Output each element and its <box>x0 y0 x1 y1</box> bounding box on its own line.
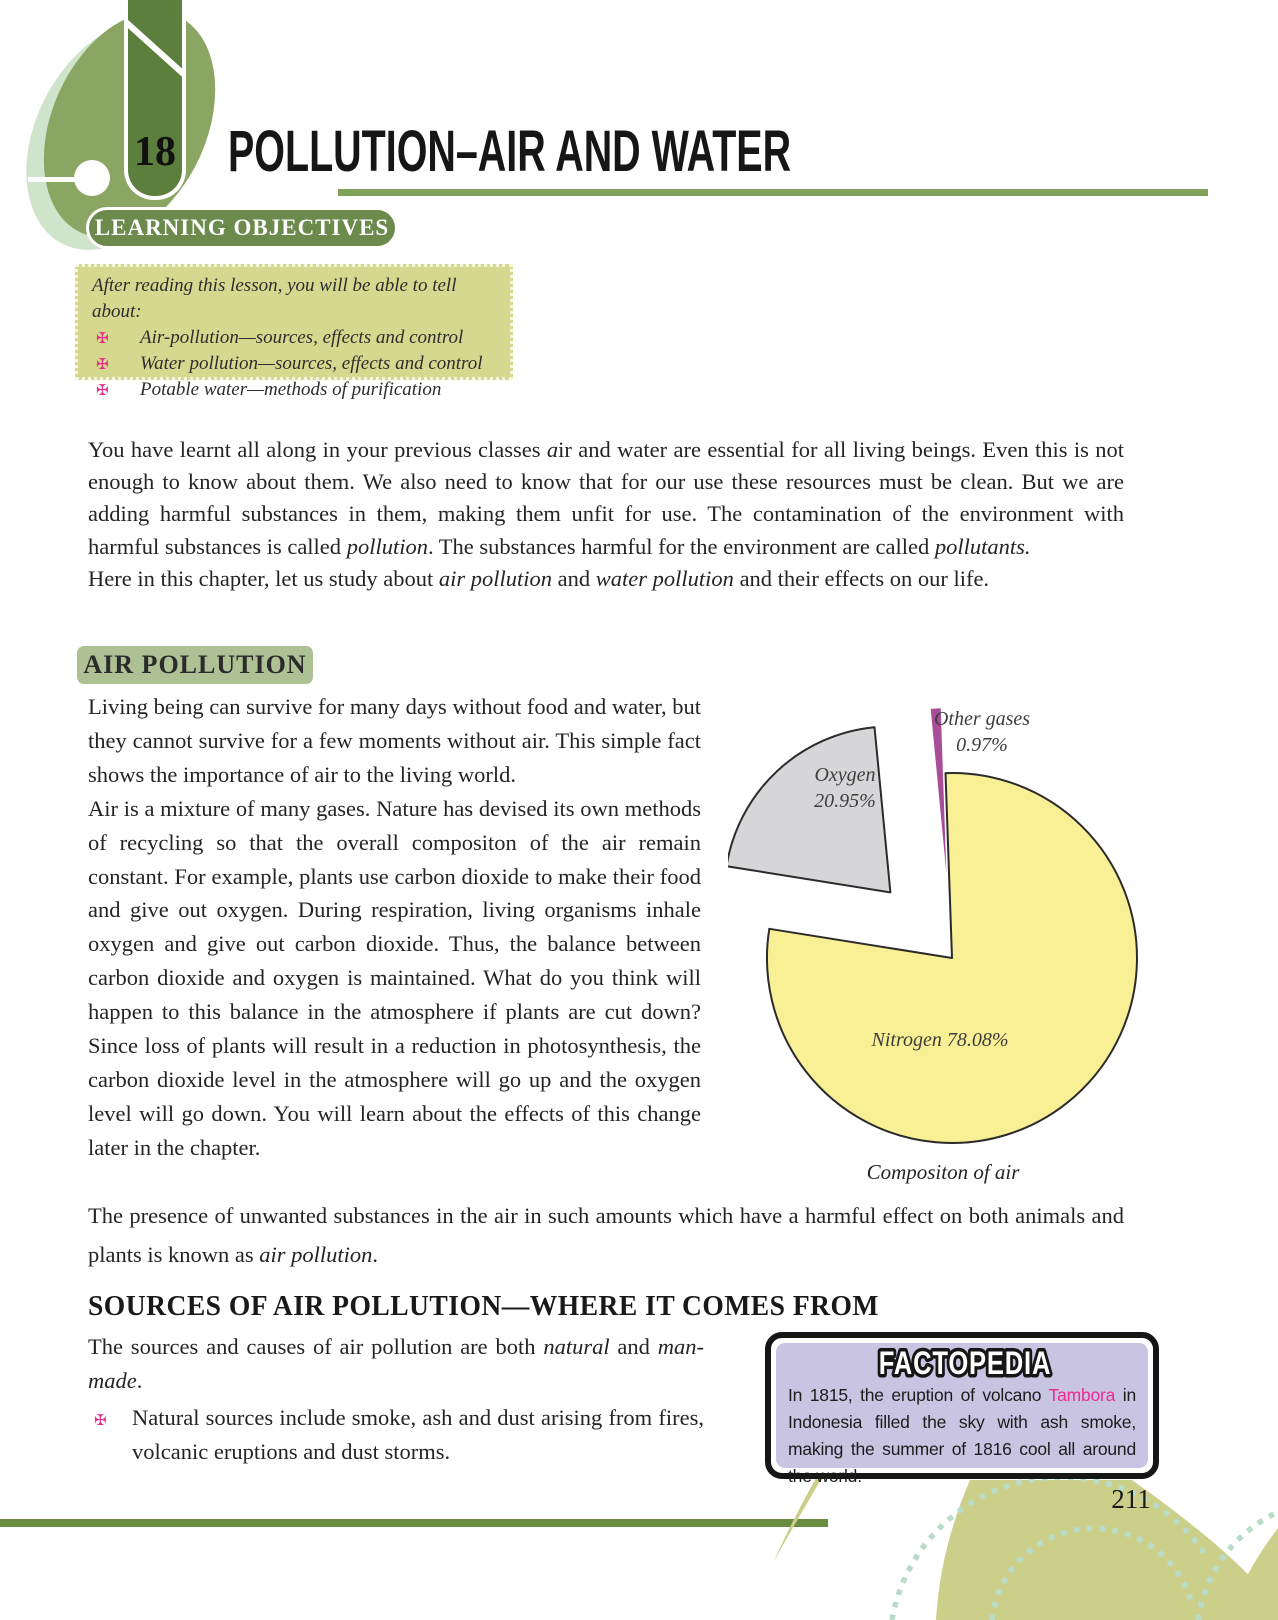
bullet-item <box>88 1401 704 1469</box>
page-number: 211 <box>1111 1484 1151 1514</box>
objective-item <box>92 325 496 351</box>
maltese-cross-icon: ✠ <box>96 381 109 399</box>
composition-of-air-figure <box>728 676 1158 1206</box>
text-segment-italic: natural <box>543 1334 610 1359</box>
header-rule <box>338 189 1208 196</box>
test-tube-icon <box>124 0 186 200</box>
text-segment: . The substances harmful for the environment are called <box>427 533 935 559</box>
leaf-line-decoration <box>28 177 78 182</box>
text-segment-italic: water pollution <box>595 565 734 591</box>
paragraph: Living being can survive for many days without food and water, but they cannot survive for a few moments without air. This simple fact shows the importance of air to the living world. <box>88 694 701 787</box>
pie-slice-other-gases <box>931 708 947 873</box>
factopedia-box <box>765 1332 1159 1486</box>
pie-label-other-gases: Other gases 0.97% <box>933 708 1031 756</box>
text-segment: and <box>609 1334 658 1359</box>
sources-text-column <box>88 1330 704 1469</box>
paragraph <box>88 1330 704 1398</box>
objective-item-label: Water pollution—sources, effects and control <box>140 353 483 374</box>
text-segment: . <box>136 1368 143 1393</box>
learning-objectives-box <box>75 264 513 400</box>
factopedia-panel <box>776 1343 1148 1486</box>
pie-label-nitrogen: Nitrogen 78.08% <box>871 1029 1009 1051</box>
text-segment: The sources and causes of air pollution are both <box>88 1334 544 1359</box>
objective-item-label: Potable water—methods of purification <box>140 379 442 400</box>
text-segment-italic: a <box>546 437 559 462</box>
text-segment-italic: pollution <box>346 533 428 559</box>
objectives-intro: After reading this lesson, you will be able to tell about: <box>92 275 457 322</box>
text-segment: ir and water are essential for all living beings. Even this is not enough to know about them. We also need to know that for our use these resources must be clean. But we are adding harmful substances in them, making them unfit for use. The contamination of the environment with harmful substances is called <box>88 437 1125 559</box>
text-segment: In 1815, the eruption of volcano <box>788 1385 1049 1405</box>
objective-item <box>92 377 496 403</box>
objective-item <box>92 351 496 377</box>
paragraph: Air is a mixture of many gases. Nature has devised its own methods of recycling so that the overall compositon of the air remain constant. For example, plants use carbon dioxide to make their food and give out oxygen. During respiration, living organisms inhale oxygen and give out carbon dioxide. Thus, the balance between carbon dioxide and oxygen is maintained. What do you think will happen to this balance in the atmosphere if plants are cut down? Since loss of plants will result in a reduction in photosynthesis, the carbon dioxide level in the atmosphere will go up and the oxygen level will go down. You will learn about the effects of this change later in the chapter. <box>88 795 701 1160</box>
maltese-cross-icon: ✠ <box>96 355 109 373</box>
text-segment-italic: air pollution <box>438 565 553 591</box>
chapter-note <box>88 563 1124 595</box>
factopedia-title: FACTOPEDIA <box>878 1346 1052 1382</box>
chapter-number: 18 <box>134 129 176 175</box>
text-segment: . <box>372 1242 379 1267</box>
text-segment: The presence of unwanted substances in the air in such amounts which have a harmful effect on both animals and plants is known as <box>88 1203 1124 1267</box>
pie-label-oxygen: Oxygen 20.95% <box>814 764 876 812</box>
air-pollution-badge: AIR POLLUTION <box>77 646 313 684</box>
figure-caption: Compositon of air <box>866 1160 1020 1184</box>
bullet-item-text: Natural sources include smoke, ash and dust arising from fires, volcanic eruptions and dust storms. <box>132 1405 704 1464</box>
factopedia-text <box>788 1382 1136 1490</box>
learning-objectives-badge: LEARNING OBJECTIVES <box>86 207 398 249</box>
text-segment: and <box>552 565 596 591</box>
air-pollution-definition <box>88 1196 1124 1274</box>
intro-paragraph <box>88 434 1124 595</box>
factopedia-title-art <box>788 1346 1142 1382</box>
text-segment-italic: pollutants. <box>934 533 1031 559</box>
text-segment-italic: air pollution <box>259 1242 373 1267</box>
text-segment: and their effects on our life. <box>733 565 990 591</box>
maltese-cross-icon: ✠ <box>96 329 109 347</box>
text-segment: You have learnt all along in your previous classes <box>88 437 547 462</box>
leaf-dot-decoration <box>74 160 110 196</box>
objective-item-label: Air-pollution—sources, effects and control <box>140 327 464 348</box>
sources-section-heading: SOURCES OF AIR POLLUTION—WHERE IT COMES FROM <box>88 1290 879 1322</box>
pie-chart <box>728 676 1158 1156</box>
text-segment: Here in this chapter, let us study about <box>88 565 439 591</box>
paragraph <box>88 434 1124 563</box>
air-pollution-text-column <box>88 690 701 1165</box>
footer-rule <box>0 1519 828 1527</box>
maltese-cross-icon: ✠ <box>94 1411 107 1429</box>
highlighted-term: Tambora <box>1048 1385 1116 1405</box>
page-title: POLLUTION–AIR AND WATER <box>228 119 792 184</box>
text-segment: in Indonesia filled the sky with ash smoke, making the summer of 1816 cool all around the world. <box>788 1385 1136 1486</box>
text-segment-italic: man-made <box>88 1334 704 1393</box>
